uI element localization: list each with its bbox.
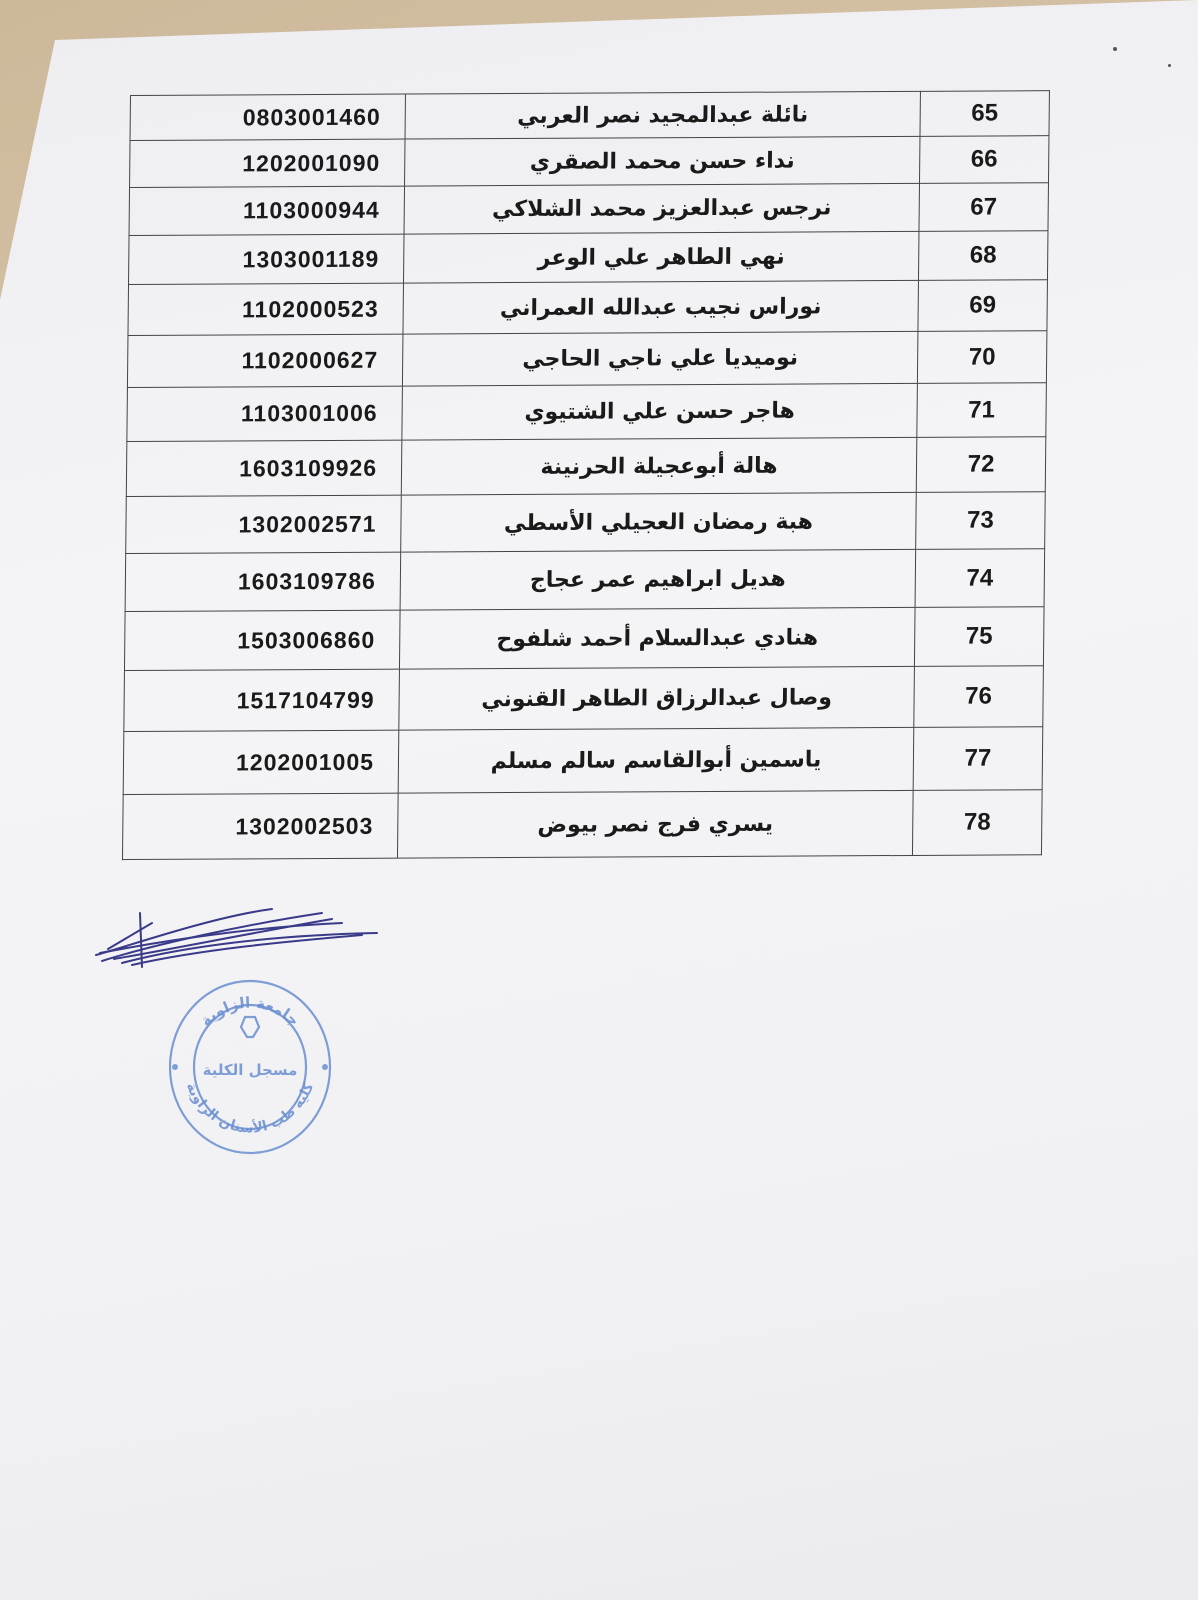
university-stamp [165, 975, 335, 1155]
row-number-cell: 65 [920, 91, 1049, 137]
student-name-cell: نرجس عبدالعزيز محمد الشلاكي [404, 183, 919, 234]
student-id-cell: 1503006860 [124, 610, 400, 670]
names-table [122, 90, 1050, 860]
student-id-cell: 1202001005 [123, 730, 399, 794]
student-name-cell: وصال عبدالرزاق الطاهر القنوني [399, 666, 915, 730]
table-row [124, 607, 1044, 671]
stamp-outer-text: جامعة الزاوية [196, 993, 304, 1030]
student-name-cell: هالة أبوعجيلة الحرنينة [401, 437, 917, 495]
svg-text:كلية طب الأسنان الزاوية [183, 1080, 318, 1137]
table-row [123, 727, 1043, 795]
row-number-cell: 75 [914, 607, 1044, 667]
student-id-cell: 1517104799 [124, 669, 400, 731]
student-id-cell: 1603109786 [125, 552, 401, 611]
student-name-cell: هبة رمضان العجيلي الأسطي [401, 492, 917, 552]
student-id-cell: 1202001090 [130, 139, 405, 187]
row-number-cell: 73 [916, 492, 1046, 550]
table-row [128, 280, 1047, 336]
row-number-cell: 78 [912, 790, 1042, 856]
row-number-cell: 66 [919, 136, 1048, 184]
row-number-cell: 68 [918, 231, 1048, 281]
table-row [126, 437, 1046, 497]
student-id-cell: 1102000627 [127, 334, 403, 387]
table-row [129, 183, 1048, 236]
student-name-cell: نهي الطاهر علي الوعر [404, 231, 919, 283]
table-row [130, 91, 1049, 141]
table-row [127, 331, 1046, 388]
dust-speck [1113, 47, 1117, 51]
dust-speck [1168, 64, 1171, 67]
stamp-inner-text: مسجل الكلية [202, 1061, 298, 1079]
row-number-cell: 76 [914, 666, 1044, 728]
student-id-cell: 1102000523 [128, 283, 404, 335]
student-name-cell: يسري فرج نصر بيوض [397, 790, 913, 858]
table-row [124, 666, 1044, 732]
row-number-cell: 71 [917, 383, 1047, 438]
table-row [122, 790, 1042, 860]
student-id-cell: 1302002571 [126, 495, 402, 553]
student-id-cell: 1103000944 [129, 186, 404, 235]
row-number-cell: 70 [917, 331, 1047, 384]
student-id-cell: 1302002503 [122, 793, 398, 859]
table-row [126, 492, 1046, 554]
row-number-cell: 72 [916, 437, 1046, 493]
student-id-cell: 0803001460 [130, 94, 405, 140]
row-number-cell: 77 [913, 727, 1043, 791]
row-number-cell: 67 [919, 183, 1048, 232]
student-id-cell: 1103001006 [127, 386, 403, 441]
student-name-cell: هاجر حسن علي الشتيوي [402, 383, 918, 440]
student-name-cell: نوراس نجيب عبدالله العمراني [403, 280, 919, 334]
handwritten-signature [92, 905, 382, 975]
stamp-bottom-text: كلية طب الأسنان الزاوية [182, 1080, 318, 1137]
student-name-cell: هنادي عبدالسلام أحمد شلفوح [399, 607, 915, 669]
table-row [129, 231, 1048, 285]
student-name-cell: هديل ابراهيم عمر عجاج [400, 549, 916, 610]
row-number-cell: 69 [918, 280, 1048, 332]
table-row [125, 549, 1045, 612]
student-id-cell: 1603109926 [126, 440, 402, 496]
student-name-cell: نداء حسن محمد الصقري [405, 136, 920, 186]
student-name-cell: نائلة عبدالمجيد نصر العربي [405, 91, 920, 139]
table-row [130, 136, 1049, 188]
student-name-cell: نوميديا علي ناجي الحاجي [402, 331, 918, 386]
table-row [127, 383, 1047, 442]
student-name-cell: ياسمين أبوالقاسم سالم مسلم [398, 727, 914, 793]
student-list-table [122, 90, 1050, 860]
row-number-cell: 74 [915, 549, 1045, 608]
svg-text:جامعة الزاوية [197, 994, 303, 1030]
student-id-cell: 1303001189 [129, 234, 404, 284]
